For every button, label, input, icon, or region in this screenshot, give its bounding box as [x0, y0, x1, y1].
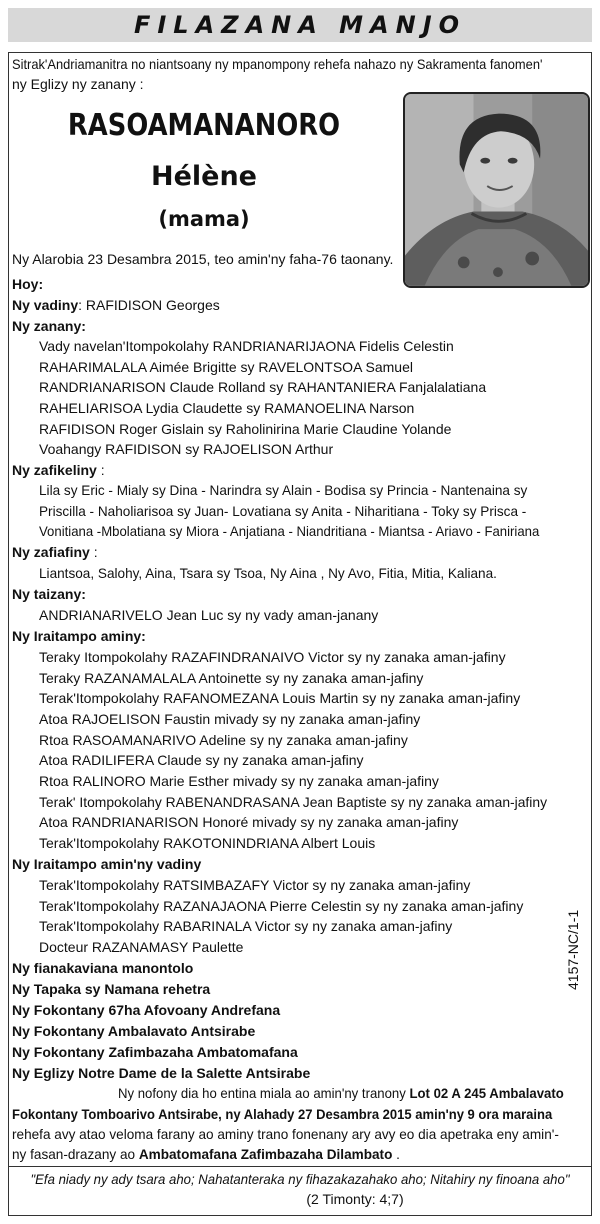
list-item: Teraky RAZANAMALALA Antoinette sy ny zanaka aman-jafiny — [39, 670, 424, 686]
list-item: Terak' Itompokolahy RABENANDRASANA Jean Baptiste sy ny zanaka aman-jafiny — [39, 794, 548, 810]
list-item: Vonitiana -Mbolatiana sy Miora - Anjatiana - Niandritiana - Miantsa - Ariavo - Faniriana — [39, 523, 540, 539]
header-title: FILAZANA MANJO — [133, 11, 467, 39]
zafikeliny-label: Ny zafikeliny : — [12, 462, 105, 478]
list-item: Rtoa RASOAMANARIVO Adeline sy ny zanaka aman-jafiny — [39, 732, 408, 748]
group-line: Ny fianakaviana manontolo — [12, 960, 194, 976]
closing-line-1: Ny nofony dia ho entina miala ao amin'ny tranony Lot 02 A 245 Ambalavato — [118, 1085, 564, 1101]
list-item: RAHARIMALALA Aimée Brigitte sy RAVELONTSOA Samuel — [39, 359, 413, 375]
closing-line-2: Fokontany Tomboarivo Antsirabe, ny Alahady 27 Desambra 2015 amin'ny 9 ora maraina — [12, 1106, 553, 1122]
list-item: Liantsoa, Salohy, Aina, Tsara sy Tsoa, Ny Aina , Ny Avo, Fitia, Mitia, Kaliana. — [39, 565, 497, 581]
group-line: Ny Eglizy Notre Dame de la Salette Antsirabe — [12, 1065, 311, 1081]
group-line: Ny Fokontany Ambalavato Antsirabe — [12, 1023, 256, 1039]
zafiafiny-label: Ny zafiafiny : — [12, 544, 98, 560]
list-item: Terak'Itompokolahy RATSIMBAZAFY Victor sy ny zanaka aman-jafiny — [39, 877, 471, 893]
closing-line-4: ny fasan-drazany ao Ambatomafana Zafimbazaha Dilambato . — [12, 1146, 400, 1162]
list-item: Priscilla - Naholiarisoa sy Juan- Lovatiana sy Anita - Niharitiana - Toky sy Prisca - — [39, 503, 527, 519]
deceased-surname: RASOAMANANORO — [67, 108, 341, 143]
portrait-photo — [403, 92, 590, 288]
deceased-first-name: Hélène — [150, 161, 257, 192]
bible-quote: "Efa niady ny ady tsara aho; Nahatanteraka ny fihazakazahako aho; Nitahiry ny finoana aho" — [30, 1171, 570, 1187]
group-line: Ny Fokontany Zafimbazaha Ambatomafana — [12, 1044, 298, 1060]
list-item: ANDRIANARIVELO Jean Luc sy ny vady aman-janany — [39, 607, 379, 623]
vadiny-line — [12, 296, 220, 314]
intro-line-1: Sitrak'Andriamanitra no niantsoany ny mpanompony rehefa nahazo ny Sakramenta fanomen' — [12, 56, 543, 72]
list-item: Terak'Itompokolahy RAZANAJAONA Pierre Celestin sy ny zanaka aman-jafiny — [39, 898, 524, 914]
deceased-role: (mama) — [158, 207, 250, 231]
zanany-label: Ny zanany: — [12, 318, 86, 334]
intro-line-2: ny Eglizy ny zanany : — [12, 76, 144, 92]
iraitampo-vadiny-label: Ny Iraitampo amin'ny vadiny — [12, 856, 202, 872]
list-item: RAHELIARISOA Lydia Claudette sy RAMANOELINA Narson — [39, 400, 415, 416]
hoy-label: Hoy: — [12, 276, 44, 292]
list-item: Atoa RANDRIANARISON Honoré mivady sy ny zanaka aman-jafiny — [39, 814, 459, 830]
list-item: Terak'Itompokolahy RAKOTONINDRIANA Albert Louis — [39, 835, 376, 851]
list-item: RANDRIANARISON Claude Rolland sy RAHANTANIERA Fanjalalatiana — [39, 379, 487, 395]
death-announcement: Ny Alarobia 23 Desambra 2015, teo amin'ny faha-76 taonany. — [12, 251, 394, 267]
list-item: Voahangy RAFIDISON sy RAJOELISON Arthur — [39, 441, 334, 457]
vadiny-value: : RAFIDISON Georges — [78, 297, 220, 313]
portrait-photo-icon — [405, 94, 588, 286]
side-code: 4157-NC/1-1 — [565, 909, 581, 990]
list-item: Docteur RAZANAMASY Paulette — [39, 939, 244, 955]
list-item: Teraky Itompokolahy RAZAFINDRANAIVO Victor sy ny zanaka aman-jafiny — [39, 649, 506, 665]
taizany-label: Ny taizany: — [12, 586, 86, 602]
group-line: Ny Fokontany 67ha Afovoany Andrefana — [12, 1002, 281, 1018]
list-item: Terak'Itompokolahy RABARINALA Victor sy ny zanaka aman-jafiny — [39, 918, 453, 934]
closing-line-3: rehefa avy atao veloma farany ao aminy trano fonenany ary avy eo dia apetraka eny amin'- — [12, 1126, 559, 1142]
list-item: Terak'Itompokolahy RAFANOMEZANA Louis Martin sy ny zanaka aman-jafiny — [39, 690, 521, 706]
quote-divider — [8, 1166, 592, 1167]
vadiny-label: Ny vadiny — [12, 297, 79, 313]
bible-reference: (2 Timonty: 4;7) — [306, 1191, 404, 1207]
header-banner — [8, 8, 592, 42]
list-item: Atoa RADILIFERA Claude sy ny zanaka aman-jafiny — [39, 752, 364, 768]
list-item: Lila sy Eric - Mialy sy Dina - Narindra sy Alain - Bodisa sy Princia - Nantenaina sy — [39, 482, 528, 498]
list-item: RAFIDISON Roger Gislain sy Raholinirina Marie Claudine Yolande — [39, 421, 452, 437]
list-item: Vady navelan'Itompokolahy RANDRIANARIJAONA Fidelis Celestin — [39, 338, 454, 354]
iraitampo-label: Ny Iraitampo aminy: — [12, 628, 146, 644]
list-item: Atoa RAJOELISON Faustin mivady sy ny zanaka aman-jafiny — [39, 711, 421, 727]
group-line: Ny Tapaka sy Namana rehetra — [12, 981, 211, 997]
list-item: Rtoa RALINORO Marie Esther mivady sy ny zanaka aman-jafiny — [39, 773, 439, 789]
